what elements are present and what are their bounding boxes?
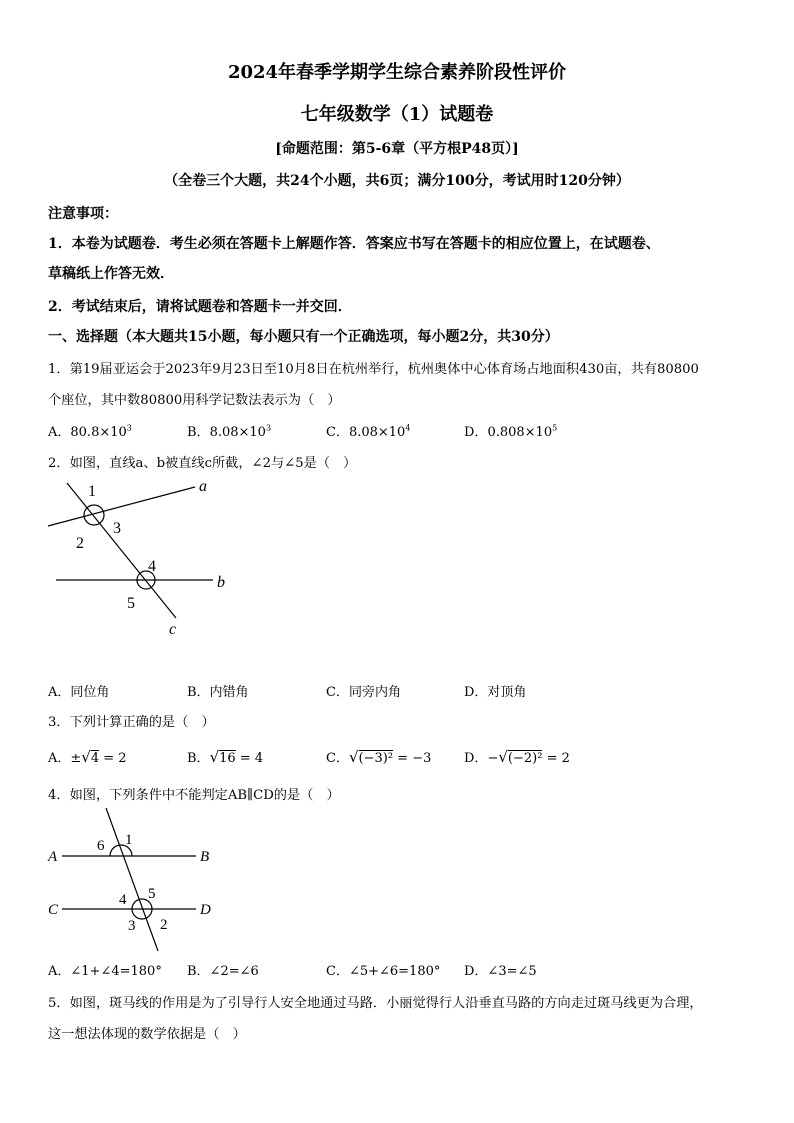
q2-stem: 2．如图，直线a、b被直线c所截，∠2与∠5是（ ） [48,456,357,471]
q4-option-c: C．∠5+∠6=180° [326,964,441,979]
exam-title: 2024年春季学期学生综合素养阶段性评价 [227,62,567,83]
label-2: 2 [160,917,168,933]
q3-option-d: D．−√(−2)² = 2 [464,748,570,766]
q5-stem: 5．如图，斑马线的作用是为了引导行人安全地通过马路．小丽觉得行人沿垂直马路的方向走过斑马线更为合理， [48,996,703,1011]
q2-option-d: D．对顶角 [464,685,527,700]
label-3: 3 [113,520,121,537]
exam-info: （全卷三个大题，共24个小题，共6页；满分100分，考试用时120分钟） [164,173,630,189]
q1-stem: 1．第19届亚运会于2023年9月23日至10月8日在杭州举行，杭州奥体中心体育场占地面积430亩，共有80800 [48,362,699,377]
q3-stem: 3．下列计算正确的是（ ） [48,715,215,730]
label-b: b [217,574,225,591]
q2-option-b: B．内错角 [187,685,249,700]
label-D: D [200,902,211,918]
label-4: 4 [148,558,156,575]
q4-stem: 4．如图，下列条件中不能判定AB∥CD的是（ ） [48,788,340,803]
q1-stem-cont: 个座位，其中数80800用科学记数法表示为（ ） [48,393,341,408]
line-a [48,487,195,526]
label-A: A [48,849,58,865]
q1-option-b: B．$8.08\times 10^3$ [187,423,272,440]
q2-option-c: C．同旁内角 [326,685,401,700]
label-B: B [200,849,210,865]
exam-subtitle: 七年级数学（1）试题卷 [300,104,494,125]
notes-item-2: 2．考试结束后，请将试题卷和答题卡一并交回． [48,299,352,315]
q2-figure [40,474,240,640]
q1-option-d: D．$0.808\times 10^5$ [464,423,558,440]
label-3: 3 [128,918,136,934]
q3-option-a: A．±√4 = 2 [48,748,127,766]
label-5: 5 [148,886,156,902]
q2-option-a: A．同位角 [48,685,110,700]
q5-stem-cont: 这一想法体现的数学依据是（ ） [48,1027,246,1042]
angle-arc-top [84,505,104,525]
label-2: 2 [76,535,84,552]
label-a: a [199,478,207,495]
label-1: 1 [88,483,96,500]
notes-item-1-cont: 草稿纸上作答无效． [48,266,174,282]
q3-option-c: C．√(−3)² = −3 [326,748,432,766]
label-C: C [48,902,59,918]
label-c: c [169,621,177,638]
label-4: 4 [119,892,127,908]
q3-option-b: B．√16 = 4 [187,748,264,766]
q1-option-a: A．$80.8\times 10^3$ [48,423,132,440]
label-5: 5 [127,595,135,612]
notes-heading: 注意事项： [48,206,118,222]
q4-option-b: B．∠2=∠6 [187,964,259,979]
q4-option-d: D．∠3=∠5 [464,964,537,979]
label-6: 6 [97,838,105,854]
section-1-heading: 一、选择题（本大题共15小题，每小题只有一个正确选项，每小题2分，共30分） [48,329,559,345]
q1-option-c: C．$8.08\times 10^4$ [326,423,411,440]
label-1: 1 [125,832,133,848]
q4-figure [44,806,224,958]
notes-item-1: 1．本卷为试题卷．考生必须在答题卡上解题作答．答案应书写在答题卡的相应位置上，在试题卷、 [48,236,660,252]
q4-option-a: A．∠1+∠4=180° [48,964,162,979]
exam-range: [命题范围：第5-6章（平方根P48页）] [275,141,519,157]
